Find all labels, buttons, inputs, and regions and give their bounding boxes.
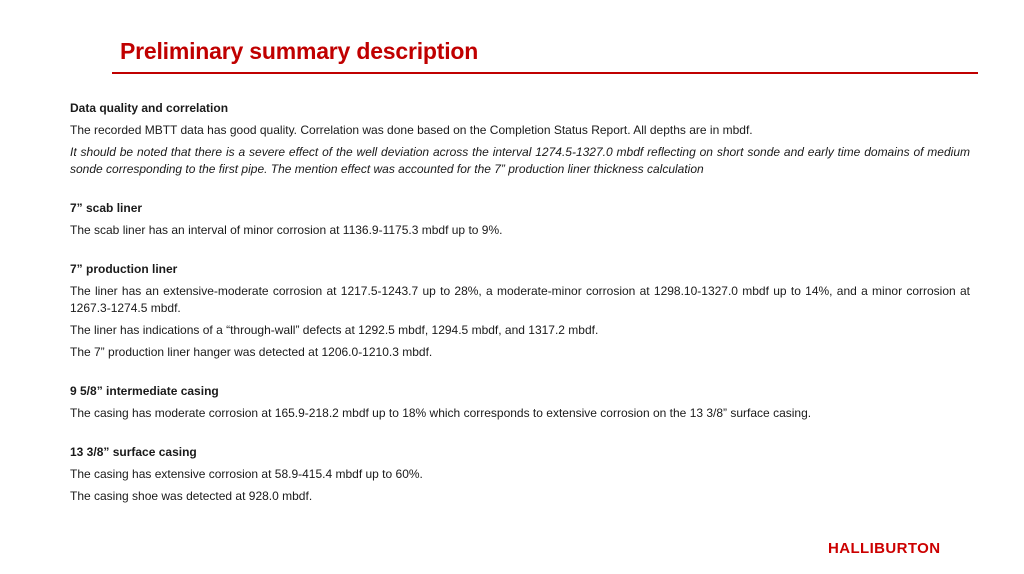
- page-title: Preliminary summary description: [120, 38, 479, 64]
- section-paragraph: The recorded MBTT data has good quality. Correlation was done based on the Completion Status Report. All depths are in mbdf.: [70, 123, 753, 137]
- section-heading: 7” scab liner: [70, 201, 143, 215]
- section-production-liner: [70, 261, 970, 361]
- section-surface-casing: [70, 444, 970, 505]
- halliburton-logo: HALLIBURTON: [828, 540, 941, 557]
- section-paragraph: The casing has extensive corrosion at 58.9-415.4 mbdf up to 60%.: [70, 467, 423, 481]
- title-underline: [112, 72, 978, 74]
- section-heading: 13 3/8” surface casing: [70, 445, 197, 459]
- section-heading: Data quality and correlation: [70, 101, 229, 115]
- section-paragraph: The liner has an extensive-moderate corrosion at 1217.5-1243.7 up to 28%, a moderate-minor corrosion at 1298.10-1327.0 mbdf up to 14%, and a minor corrosion at 1267.3-1274.5 mbdf.: [70, 284, 970, 315]
- section-paragraph: The liner has indications of a “through-wall” defects at 1292.5 mbdf, 1294.5 mbdf, and 1317.2 mbdf.: [70, 323, 599, 337]
- section-intermediate-casing: [70, 383, 970, 422]
- section-scab-liner: [70, 200, 970, 239]
- section-paragraph: The casing shoe was detected at 928.0 mbdf.: [70, 489, 313, 503]
- section-note-paragraph: It should be noted that there is a severe effect of the well deviation across the interval 1274.5-1327.0 mbdf reflecting on short sonde and early time domains of medium sonde corresponding to the first pipe. The mention effect was accounted for the 7” production liner thickness calculation: [70, 145, 970, 176]
- summary-content: [70, 100, 970, 527]
- section-paragraph: The casing has moderate corrosion at 165.9-218.2 mbdf up to 18% which corresponds to extensive corrosion on the 13 3/8” surface casing.: [70, 406, 812, 420]
- section-heading: 7” production liner: [70, 262, 178, 276]
- section-paragraph: The 7” production liner hanger was detected at 1206.0-1210.3 mbdf.: [70, 345, 433, 359]
- section-heading: 9 5/8” intermediate casing: [70, 384, 219, 398]
- section-data-quality: [70, 100, 970, 178]
- section-paragraph: The scab liner has an interval of minor corrosion at 1136.9-1175.3 mbdf up to 9%.: [70, 223, 503, 237]
